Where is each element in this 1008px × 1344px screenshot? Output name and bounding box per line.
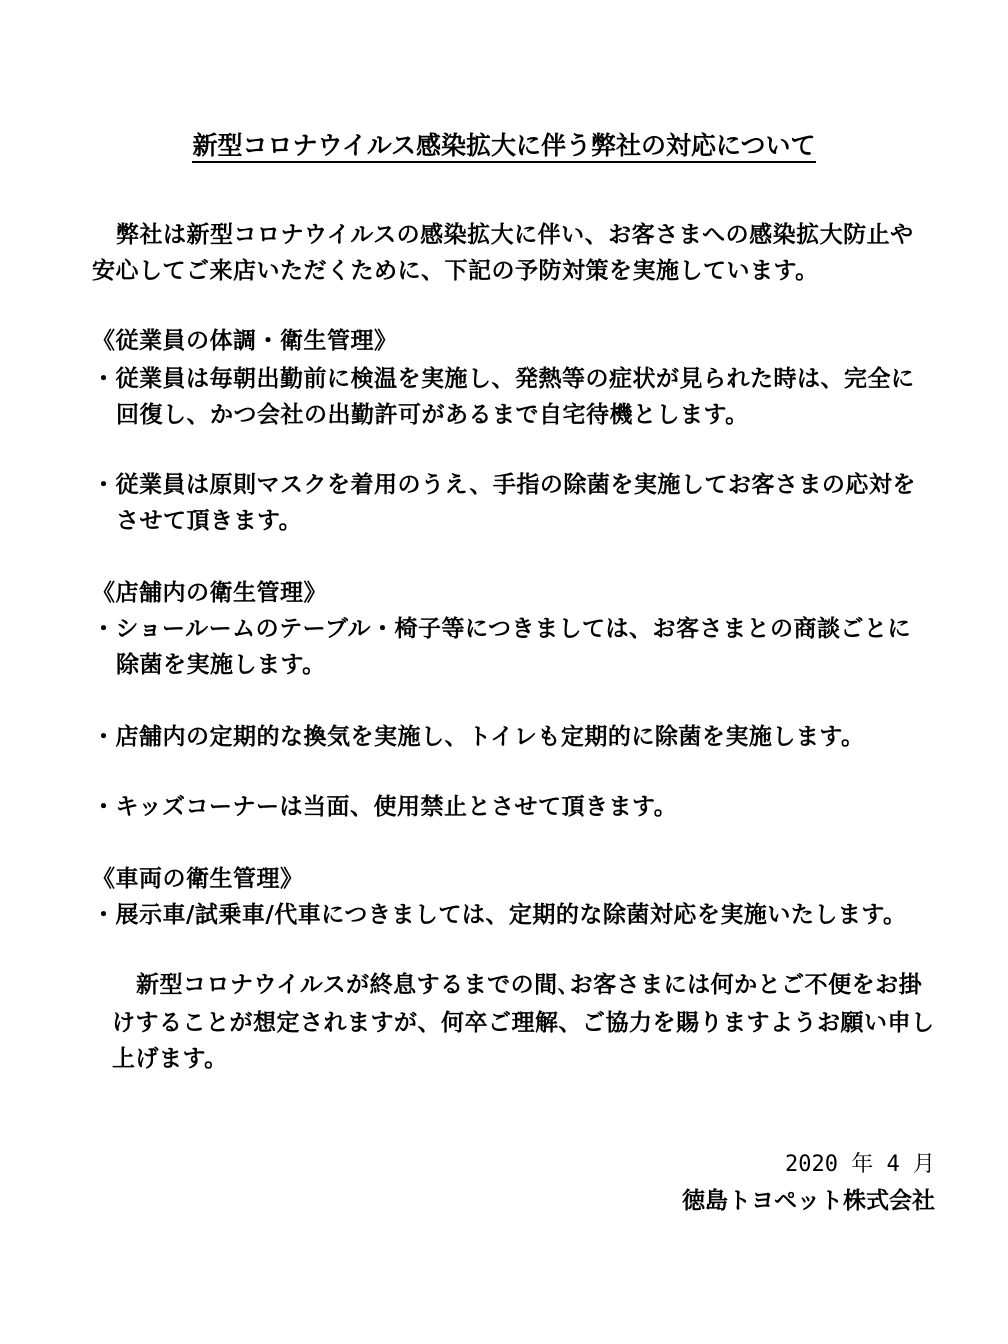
store-item-1-line-2: 除菌を実施します。 bbox=[116, 652, 326, 678]
staff-item-2-line-1: ・従業員は原則マスクを着用のうえ、手指の除菌を実施してお客さまの応対を bbox=[92, 472, 916, 498]
section-heading-staff: 《従業員の体調・衛生管理》 bbox=[92, 328, 398, 354]
issue-date: 2020 年 4 月 bbox=[785, 1152, 935, 1177]
intro-line-1: 弊社は新型コロナウイルスの感染拡大に伴い、お客さまへの感染拡大防止や bbox=[116, 222, 914, 248]
closing-line-1: 新型コロナウイルスが終息するまでの間､お客さまには何かとご不便をお掛 bbox=[136, 972, 923, 998]
section-heading-store: 《店舗内の衛生管理》 bbox=[92, 580, 327, 606]
store-item-2-line-1: ・店舗内の定期的な換気を実施し、トイレも定期的に除菌を実施します。 bbox=[92, 724, 865, 750]
intro-line-2: 安心してご来店いただくために、下記の予防対策を実施しています。 bbox=[92, 258, 819, 284]
staff-item-1-line-1: ・従業員は毎朝出勤前に検温を実施し、発熱等の症状が見られた時は、完全に bbox=[92, 366, 915, 392]
staff-item-2-line-2: させて頂きます。 bbox=[116, 508, 303, 534]
staff-item-1-line-2: 回復し、かつ会社の出勤許可があるまで自宅待機とします。 bbox=[116, 402, 749, 428]
page-title-text: 新型コロナウイルス感染拡大に伴う弊社の対応について bbox=[192, 131, 815, 163]
section-heading-vehicle: 《車両の衛生管理》 bbox=[92, 866, 304, 892]
closing-line-2: けすることが想定されますが、何卒ご理解、ご協力を賜りますようお願い申し bbox=[112, 1010, 935, 1036]
closing-line-3: 上げます。 bbox=[112, 1046, 228, 1072]
page-title bbox=[0, 128, 1008, 164]
vehicle-item-1-line-1: ・展示車/試乗車/代車につきましては、定期的な除菌対応を実施いたします。 bbox=[92, 902, 907, 928]
store-item-1-line-1: ・ショールームのテーブル・椅子等につきましては、お客さまとの商談ごとに bbox=[92, 616, 912, 642]
store-item-3-line-1: ・キッズコーナーは当面、使用禁止とさせて頂きます。 bbox=[92, 794, 678, 820]
company-name: 徳島トヨペット株式会社 bbox=[682, 1188, 935, 1214]
